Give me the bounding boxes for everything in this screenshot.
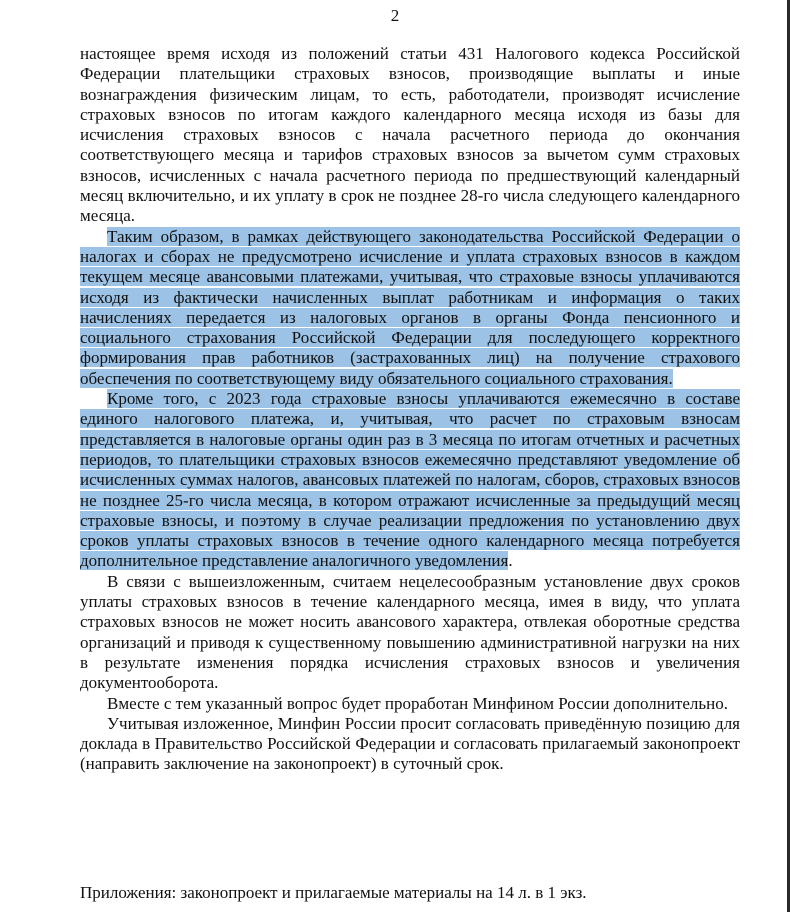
paragraph-minfin-followup: Вместе с тем указанный вопрос будет проработан Минфином России дополнительно.: [107, 693, 728, 713]
paragraph-request: Учитывая изложенное, Минфин России просит согласовать приведённую позицию для доклада в Правительство Российской Федерации и согласовать прилагаемый законопроект (направить заключение на законопроект) в суточный срок.: [80, 713, 740, 774]
page-number: 2: [390, 6, 400, 25]
attachments-line: Приложения: законопроект и прилагаемые материалы на 14 л. в 1 экз.: [80, 883, 587, 902]
paragraph-continuation: настоящее время исходя из положений статьи 431 Налогового кодекса Российской Федерации плательщики страховых взносов, производящие выплаты и иные вознаграждения физическим лицам, то есть, работодатели, производят исчисление страховых взносов по итогам каждого календарного месяца исходя из базы для исчисления страховых взносов с начала расчетного периода до окончания соответствующего месяца и тарифов страховых взносов за вычетом сумм страховых взносов, исчисленных с начала расчетного периода по предшествующий календарный месяц включительно, и их уплату в срок не позднее 28-го числа следующего календарного месяца.: [80, 44, 740, 226]
text-selection-highlight[interactable]: Таким образом, в рамках действующего законодательства Российской Федерации о налогах и сборах не предусмотрено исчисление и уплата страховых взносов в каждом текущем месяце авансовыми платежами, учитывая, что страховые взносы уплачиваются исходя из фактически начисленных выплат работникам и информация о таких начислениях передается из налоговых органов в органы Фонда пенсионного и социального страхования Российской Федерации для последующего корректного формирования прав работников (застрахованных лиц) на получение страхового обеспечения по соответствующему виду обязательного социального страхования.: [80, 226, 740, 388]
document-body: [80, 44, 740, 775]
paragraph-conclusion: В связи с вышеизложенным, считаем нецелесообразным установление двух сроков уплаты страховых взносов в течение календарного месяца, имея в виду, что уплата страховых взносов не может носить авансового характера, отвлекая оборотные средства организаций и приводя к существенному повышению административной нагрузки на них в результате изменения порядка исчисления страховых взносов и увеличения документооборота.: [80, 571, 740, 693]
paragraph-highlighted-1[interactable]: [80, 227, 740, 389]
text-selection-highlight[interactable]: Кроме того, с 2023 года страховые взносы уплачиваются ежемесячно в составе единого налогового платежа, и, учитывая, что расчет по страховым взносам представляется в налоговые органы один раз в 3 месяца по итогам отчетных и расчетных периодов, то плательщики страховых взносов ежемесячно представляют уведомление об исчисленных суммах налогов, авансовых платежей по налогам, сборов, страховых взносов не позднее 25-го числа месяца, в котором отражают исчисленные за предыдущий месяц страховые взносы, и поэтому в случае реализации предложения по установлению двух сроков уплаты страховых взносов в течение одного календарного месяца потребуется дополнительное представление аналогичного уведомления: [80, 389, 740, 571]
paragraph-end-period: .: [508, 551, 513, 571]
paragraph-highlighted-2[interactable]: [80, 389, 740, 572]
